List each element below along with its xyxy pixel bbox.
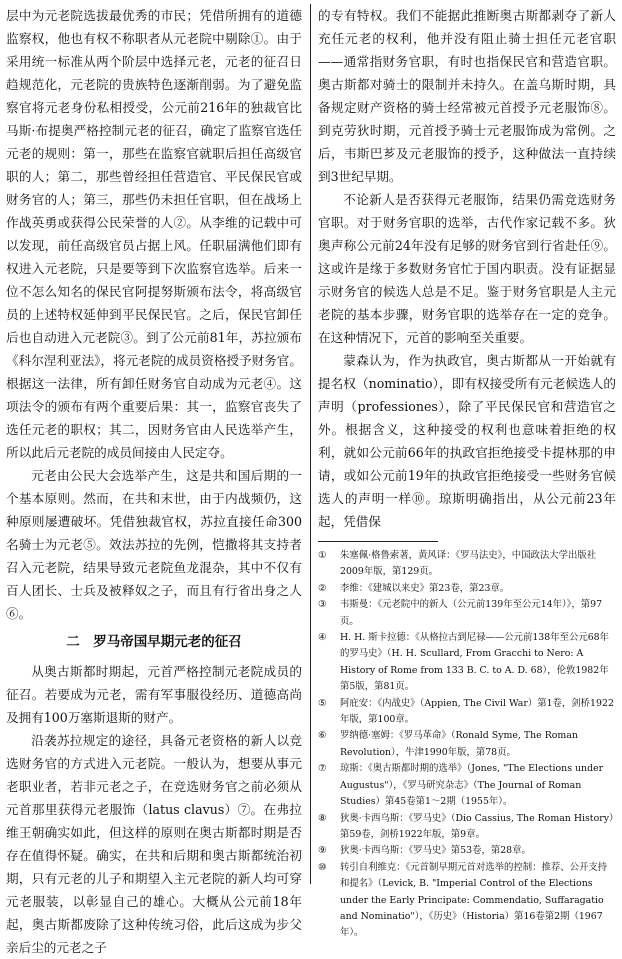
footnote [318,581,616,597]
footnote-marker: ⑥ [318,730,327,742]
column-divider [310,4,311,884]
footnote [318,843,616,859]
footnote-text: 琼斯：《奥古斯都时期的选举》（Jones, "The Elections under Augustus"），《罗马研究杂志》（The Journal of Roman Studies）第45卷第1～2期（1955年）。 [340,763,604,808]
body-paragraph: 层中为元老院选拔最优秀的市民；凭借所拥有的道德监察权，他也有权不称职者从元老院中剔除①。由于采用统一标准从两个阶层中选择元老，元老的征召日趋规范化，元老院的贵族特色逐渐削弱。为了避免监察官将元老身份私相授受，公元前216年的独裁官比马斯·布提奥严格控制元老的征召，确定了监察官选任元老的规则：第一，那些在监察官就职后担任高级官职的人；第二，那些曾经担任营造官、平民保民官或财务官的人；第三，那些仍未担任官职，但在战场上作战英勇或获得公民荣誉的人②。从李维的记载中可以发现，前任高级官员占据上风。任职届满他们即有权进入元老院，只是要等到下次监察官选举。后来一位不怎么知名的保民官阿提努斯颁布法令，将高级官员的上述特权延伸到平民保民官。之后，保民官卸任后也自动进入元老院③。到了公元前81年，苏拉颁布《科尔涅利亚法》，将元老院的成员资格授予财务官。根据这一法律，所有卸任财务官自动成为元老④。这项法令的颁布有两个重要后果：其一，监察官丧失了选任元老的职权；其二，因财务官由人民选举产生，所以此后元老院的成员间接由人民定夺。 [6,8,302,460]
footnote-text: 转引自利维克：《元首制早期元首对选举的控制：推荐、公开支持和提名》（Levick, B. "Imperial Control of the Elections under the Early Principate: Commendatio, Suffaragatio and Nominatio"），《历史》（Historia）第16卷第2期（1967年）。 [340,861,608,939]
footnote-marker: ⑩ [318,861,327,873]
footnote [318,696,616,729]
footnote-text: 朱塞佩·格鲁索著，黄风译：《罗马法史》，中国政法大学出版社2009年版，第129页。 [340,550,597,578]
footnote-marker: ② [318,582,327,594]
footnote-text: 阿庇安：《内战史》（Appien, The Civil War）第1卷，剑桥1922年版，第100章。 [340,697,614,726]
footnote [318,728,616,761]
footnote [318,811,616,844]
body-paragraph: 不论新人是否获得元老服饰，结果仍需竞选财务官职。对于财务官职的选举，古代作家记载不多。狄奥声称公元前24年没有足够的财务官到行省赴任⑨。这或许是缘于多数财务官忙于国内职责。没有证据显示财务官的候选人总是不足。鉴于财务官职是人主元老院的基本步骤，财务官职的选举存在一定的竞争。在这种情况下，元首的影响至关重要。 [318,192,616,345]
footnote-text: 罗纳德·塞姆：《罗马革命》（Ronald Syme, The Roman Revolution），牛津1990年版，第78页。 [340,730,578,758]
footnote [318,630,616,696]
right-column [318,4,616,942]
footnotes-list [318,548,616,942]
footnote-marker: ⑦ [318,763,327,775]
footnote-marker: ⑧ [318,812,327,824]
footnote-text: 韦斯曼：《元老院中的新人（公元前139年至公元14年）》，第97页。 [340,599,603,627]
body-paragraph: 的专有特权。我们不能据此推断奥古斯都剥夺了新人充任元老的权利，他并没有阻止骑士担任元老官职——通常指财务官职，有时也指保民官和营造官职。奥古斯都对骑士的限制并未持久。在盖乌斯时期，具备规定财产资格的骑士经常被元首授予元老服饰⑧。到克劳狄时期，元首授予骑士元老服饰成为常例。之后，韦斯巴芗及元老服饰的授予，这种做法一直持续到3世纪早期。 [318,8,616,184]
body-paragraph: 从奥古斯都时期起，元首严格控制元老院成员的征召。若要成为元老，需有军事服役经历、道德高尚及拥有100万塞斯退斯的财产。 [6,664,302,725]
footnote [318,597,616,630]
footnote [318,860,616,942]
footnote-marker: ③ [318,599,327,611]
footnote-text: 狄奥·卡西乌斯：《罗马史》第53卷，第28章。 [340,845,531,857]
body-paragraph: 沿袭苏拉规定的途径，具备元老资格的新人以竞选财务官的方式进入元老院。一般认为，想要从事元老职业者，若非元老之子，在竞选财务官之前必须从元首那里获得元老服饰（latus clavus）⑦。在弗拉维王朝确实如此，但这样的原则在奥古斯都时期是否存在值得怀疑。确实，在共和后期和奥古斯都统治初期，只有元老的儿子和期望入主元老院的新人均可穿元老服装，以彰显自己的雄心。大概从公元前18年起，奥古斯都废除了这种传统习俗，此后这成为步父亲后尘的元老之子 [6,733,302,955]
footnote-separator [318,541,438,542]
footnote-marker: ⑨ [318,845,327,857]
footnote-text: 狄奥·卡西乌斯：《罗马史》（Dio Cassius, The Roman History）第59卷，剑桥1922年版，第9章。 [340,812,614,840]
footnote-marker: ④ [318,632,327,644]
footnote-text: 李维：《建城以来史》第23卷，第23章。 [340,582,510,594]
footnote [318,761,616,810]
footnote-marker: ⑤ [318,697,327,709]
body-paragraph: 元老由公民大会选举产生，这是共和国后期的一个基本原则。然而，在共和末世，由于内战频仍，这种原则屡遭破坏。凭借独裁官权，苏拉直接任命300名骑士为元老⑤。效法苏拉的先例，恺撒将其支持者召入元老院，结果导致元老院鱼龙混杂，其中不仅有百人团长、士兵及被释奴之子，而且有行省出身之人⑥。 [6,468,302,621]
footnote [318,548,616,581]
footnote-marker: ① [318,550,327,561]
footnote-text: H. H. 斯卡拉德：《从格拉古到尼禄——公元前138年至公元68年的罗马史》（H. H. Scullard, From Gracchi to Nero: A History of Rome from 133 B. C. to A. D. 68），伦敦1982年第5版，第81页。 [340,632,610,693]
section-heading: 二 罗马帝国早期元老的征召 [66,634,242,650]
left-column [6,4,302,959]
body-paragraph: 蒙森认为，作为执政官，奥古斯都从一开始就有提名权（nominatio），即有权接受所有元老候选人的声明（professiones），除了平民保民官和营造官之外。根据含义，这种接受的权利也意味着拒绝的权利，就如公元前66年的执政官拒绝接受卡提林那的申请，或如公元前19年的执政官拒绝接受一些财务官候选人的声明一样⑩。琼斯明确指出，从公元前23年起，凭借保 [318,353,616,529]
